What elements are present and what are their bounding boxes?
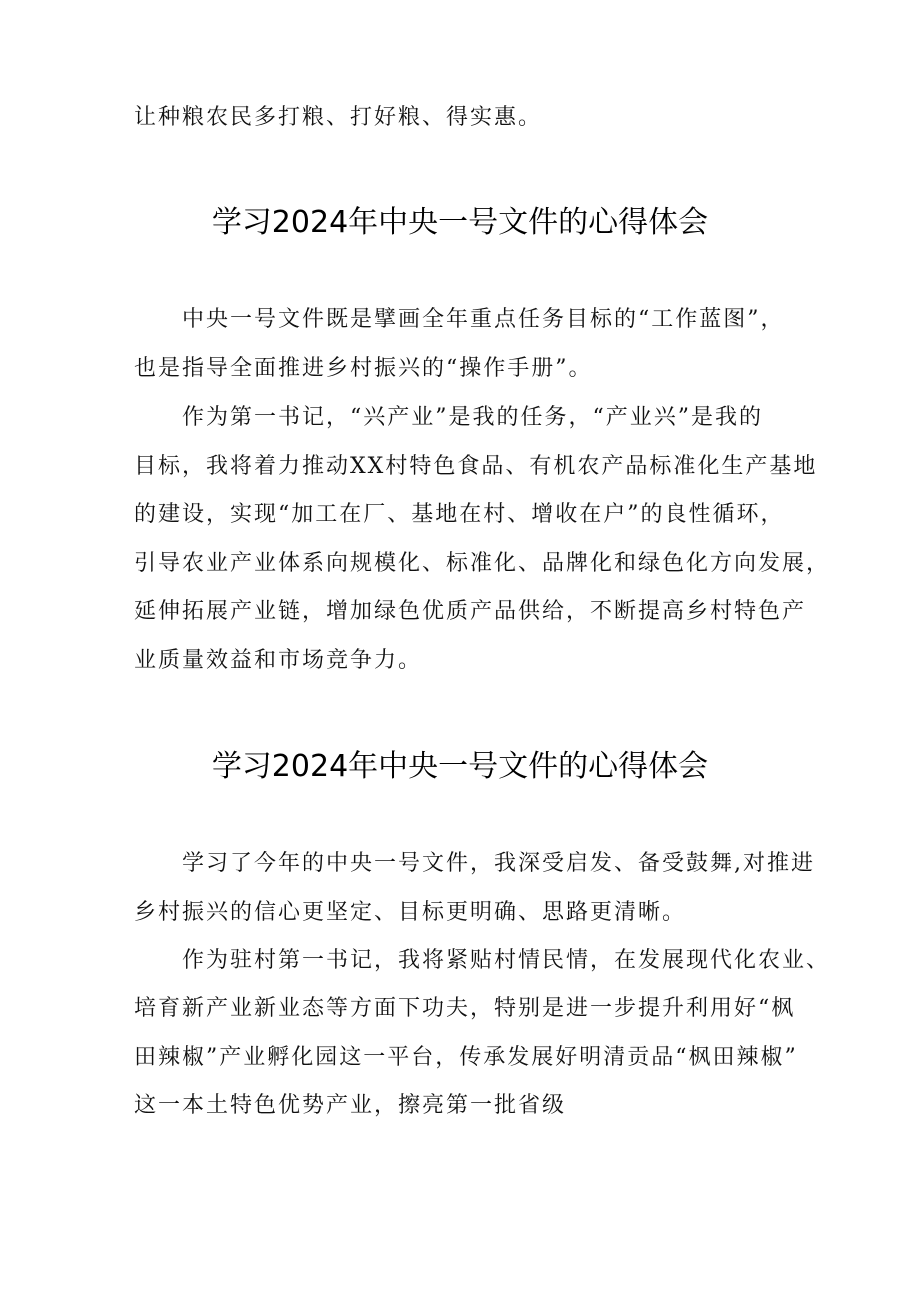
section2-p2-line1: 作为驻村第一书记，我将紧贴村情民情，在发展现代化农业、: [182, 948, 831, 973]
section2-p2-line4: 这一本土特色优势产业，擦亮第一批省级: [134, 1093, 567, 1118]
section1-p2-line5: 延伸拓展产业链，增加绿色优质产品供给，不断提高乡村特色产: [134, 599, 807, 624]
section1-p1-line2: 也是指导全面推进乡村振兴的“操作手册”。: [134, 356, 593, 381]
section1-p2-line6: 业质量效益和市场竞争力。: [134, 648, 423, 673]
section2-p2-line3: 田辣椒”产业孵化园这一平台，传承发展好明清贡品“枫田辣椒”: [134, 1045, 798, 1070]
section1-p2-line3: 的建设，实现“加工在厂、基地在村、增收在户”的良性循环，: [134, 502, 785, 527]
section2-p1-line1: 学习了今年的中央一号文件，我深受启发、备受鼓舞,对推进: [182, 851, 815, 876]
section1-p1-line1: 中央一号文件既是擘画全年重点任务目标的“工作蓝图”，: [182, 307, 785, 332]
fragment-line: 让种粮农民多打粮、打好粮、得实惠。: [134, 105, 543, 130]
section2-p1-line2: 乡村振兴的信心更坚定、目标更明确、思路更清晰。: [134, 900, 687, 925]
section1-p2-line1: 作为第一书记，“兴产业”是我的任务，“产业兴”是我的: [182, 405, 763, 430]
section1-title: 学习2024年中央一号文件的心得体会: [211, 205, 709, 240]
section2-p2-line2: 培育新产业新业态等方面下功夫，特别是进一步提升利用好“枫: [134, 996, 796, 1021]
section1-p2-line4: 引导农业产业体系向规模化、标准化、品牌化和绿色化方向发展，: [134, 551, 831, 576]
section2-title: 学习2024年中央一号文件的心得体会: [211, 749, 709, 784]
section1-p2-line2: 目标，我将着力推动XX村特色食品、有机农产品标准化生产基地: [134, 454, 818, 479]
